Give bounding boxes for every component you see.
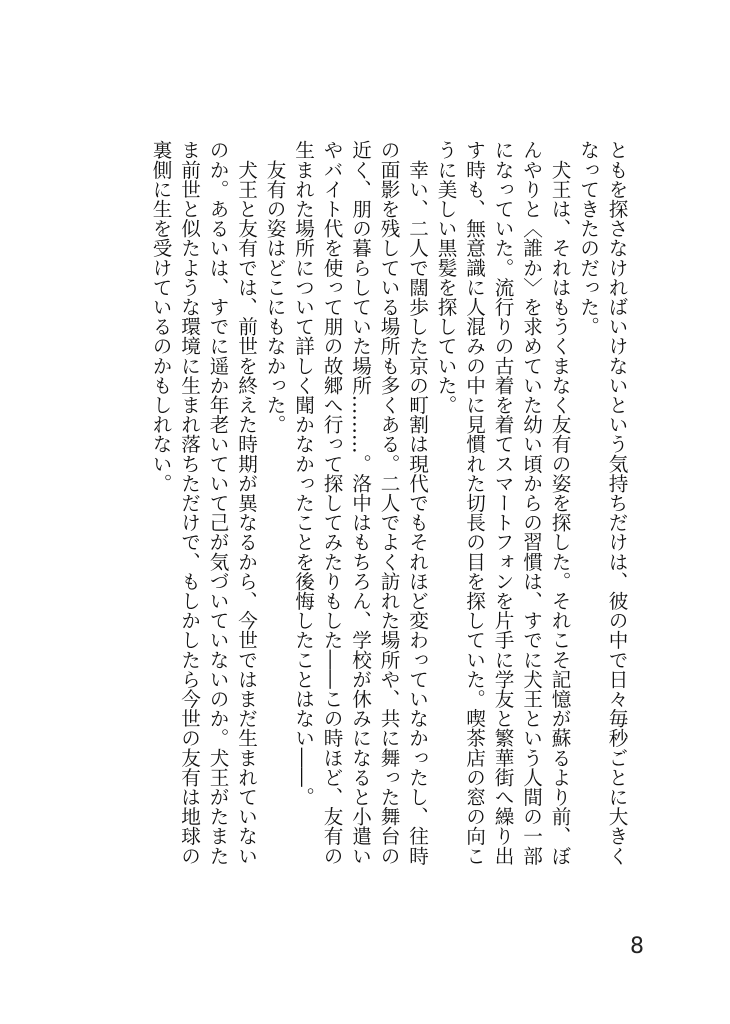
paragraph-5: 犬王と友有では、前世を終えた時期が異なるから、今世ではまだ生まれていないのか。あるいは、すでに遥か年老いていて己が気づいていないのか。犬王がたまたま前世と似たような環境に生まれ落ちただけで、もしかしたら今世の友有は地球の裏側に生を受けているのかもしれない。: [149, 140, 258, 866]
page-number: 8: [630, 934, 644, 959]
paragraph-3: 幸い、二人で闊歩した京の町割は現代でもそれほど変わっていなかったし、往時の面影を残している場所も多くある。二人でよく訪れた場所や、共に舞った舞台の近く、朋の暮らしていた場所………。洛中はもちろん、学校が休みになると小遣いやバイト代を使って朋の故郷へ行って探してみたりもした――この時ほど、友有の生まれた場所について詳しく聞かなかったことを後悔したことはない――。: [291, 140, 429, 866]
paragraph-4: 友有の姿はどこにもなかった。: [263, 140, 286, 434]
vertical-text-body: [146, 140, 631, 880]
paragraph-1: ともを探さなければいけないという気持ちだけは、彼の中で日々毎秒ごとに大きくなってきたのだった。: [576, 140, 628, 866]
paragraph-2: 犬王は、それはもうくまなく友有の姿を探した。それこそ記憶が蘇るより前、ぼんやりと〈誰か〉を求めていた幼い頃からの習慣は、すでに犬王という人間の一部になっていた。流行りの古着を着てスマートフォンを片手に学友と繁華街へ繰り出す時も、無意識に人混みの中に見慣れた切長の目を探していた。喫茶店の窓の向こうに美しい黒髪を探していた。: [434, 140, 571, 866]
